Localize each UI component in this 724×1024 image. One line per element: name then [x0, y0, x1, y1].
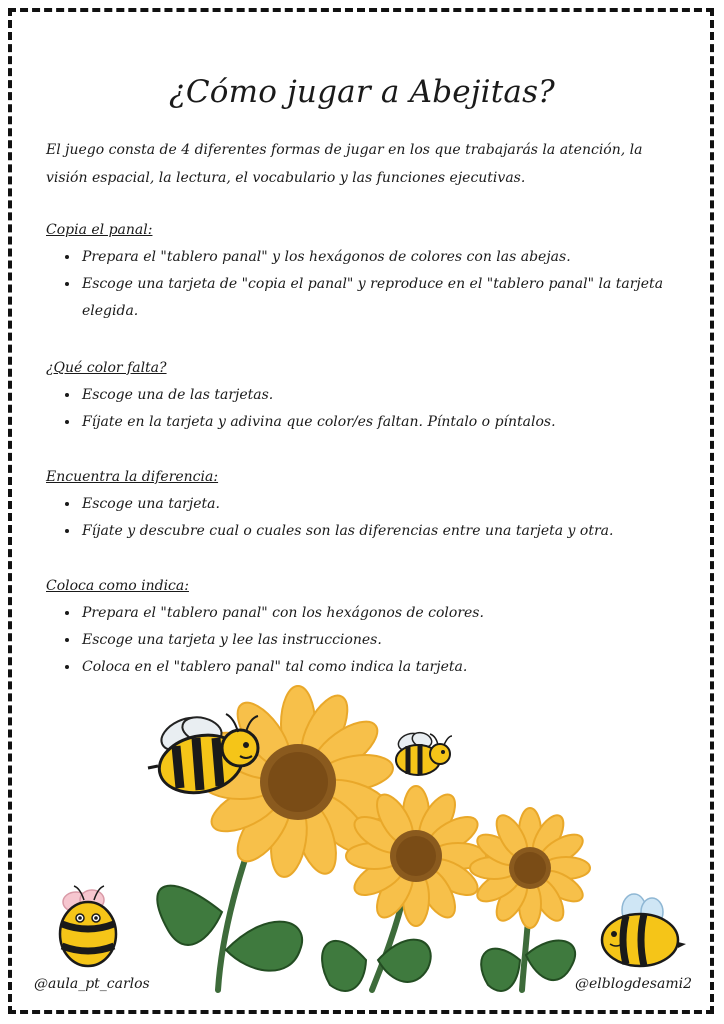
- credit-right: @elblogdesami2: [574, 976, 692, 992]
- list-item: • Escoge una tarjeta de "copia el panal" y reproduce en el "tablero panal" la tarjeta elegida.: [80, 271, 676, 325]
- list-item: • Escoge una de las tarjetas.: [80, 382, 676, 409]
- bee-icon: [60, 886, 116, 966]
- list-item: • Fíjate en la tarjeta y adivina que color/es faltan. Píntalo o píntalos.: [80, 409, 676, 436]
- list-item: • Escoge una tarjeta y lee las instrucciones.: [80, 627, 676, 654]
- bee-icon: [396, 730, 452, 775]
- section-heading: Encuentra la diferencia:: [46, 469, 219, 485]
- section-heading: Coloca como indica:: [46, 578, 189, 594]
- list-item: • Prepara el "tablero panal" y los hexágonos de colores con las abejas.: [80, 244, 676, 271]
- list-item: • Escoge una tarjeta.: [80, 491, 676, 518]
- credit-left: @aula_pt_carlos: [34, 976, 150, 992]
- list-item: • Prepara el "tablero panal" con los hexágonos de colores.: [80, 600, 676, 627]
- list-item: • Fíjate y descubre cual o cuales son las diferencias entre una tarjeta y otra.: [80, 518, 676, 545]
- intro-paragraph: El juego consta de 4 diferentes formas de jugar en los que trabajarás la atención, la visión espacial, la lectura, el vocabulario y las funciones ejecutivas.: [46, 142, 643, 186]
- bee-icon: [602, 894, 686, 966]
- section-heading: Copia el panal:: [46, 222, 153, 238]
- section-heading: ¿Qué color falta?: [46, 360, 167, 376]
- page-title: ¿Cómo jugar a Abejitas?: [169, 74, 555, 110]
- list-item: • Coloca en el "tablero panal" tal como indica la tarjeta.: [80, 654, 676, 681]
- sunflower-icon: [470, 808, 590, 928]
